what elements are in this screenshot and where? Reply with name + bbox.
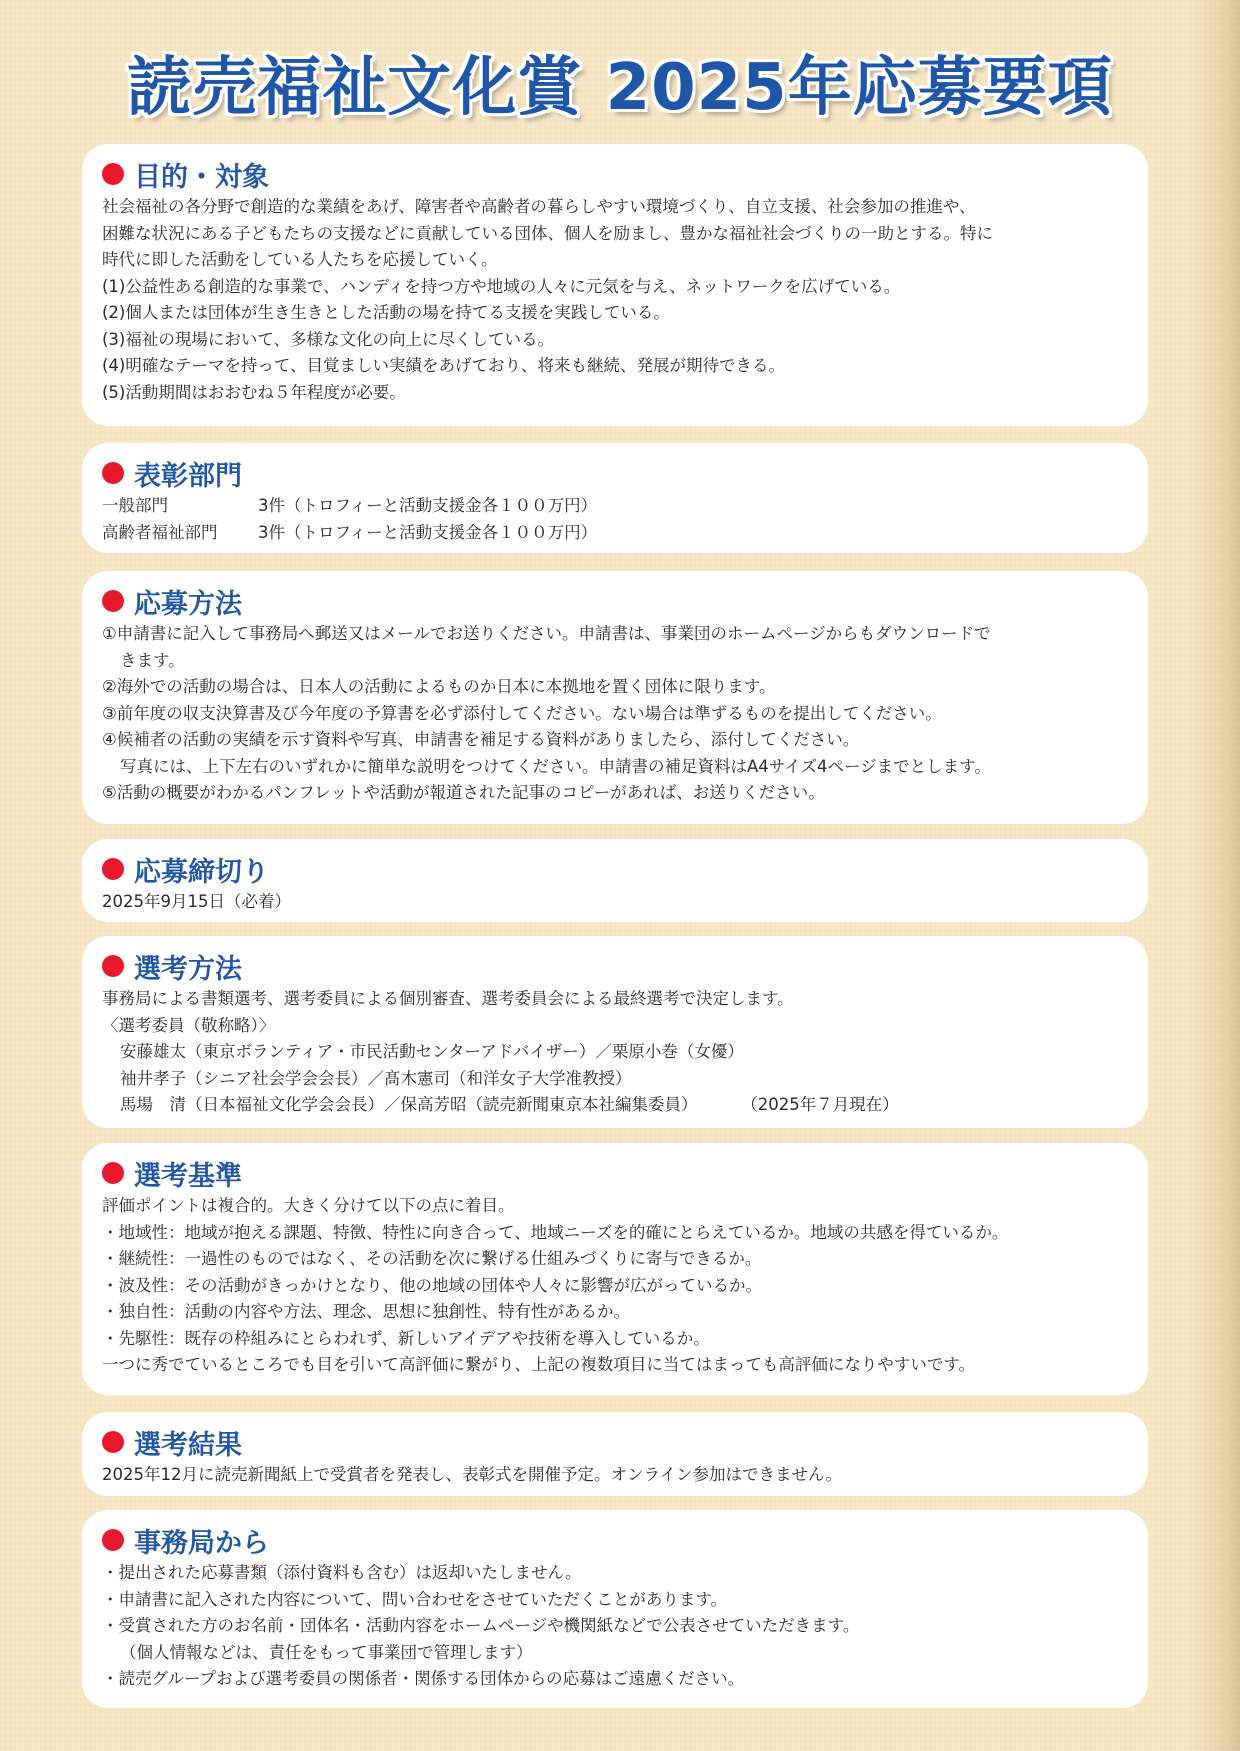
note-item: ・読売グループおよび選考委員の関係者・関係する団体からの応募はご遠慮ください。 — [102, 1669, 745, 1688]
section-heading: 選考基準 — [134, 1160, 242, 1192]
red-bullet-icon — [102, 590, 124, 612]
red-bullet-icon — [102, 1162, 124, 1184]
criteria-item: ・地域性：地域が抱える課題、特徴、特性に向き合って、地域ニーズを的確にとらえているか。地域の共感を得ているか。 — [102, 1222, 1009, 1242]
list-item: ⑤活動の概要がわかるパンフレットや活動が報道された記事のコピーがあれば、お送りください。 — [102, 783, 825, 802]
committee-member: 馬場 清（日本福祉文化学会会長）／保高芳昭（読売新聞東京本社編集委員） — [120, 1095, 698, 1114]
award-row — [102, 520, 1130, 547]
section-heading: 応募方法 — [134, 588, 242, 620]
note-item: ・申請書に記入された内容について、問い合わせをさせていただくことがあります。 — [102, 1589, 728, 1609]
section-selection-criteria — [82, 1143, 1148, 1395]
section-header — [102, 946, 1130, 986]
committee-label: 〈選考委員（敬称略）〉 — [102, 1015, 276, 1035]
award-name: 高齢者福祉部門 — [102, 522, 218, 542]
list-item-continuation: きます。 — [120, 650, 185, 670]
criteria-item: ・先駆性：既存の枠組みにとらわれず、新しいアイデアや技術を導入しているか。 — [102, 1328, 710, 1348]
section-header — [102, 1153, 1130, 1193]
criteria-item: ・独自性：活動の内容や方法、理念、思想に独創性、特有性があるか。 — [102, 1302, 630, 1321]
section-deadline — [82, 839, 1148, 922]
note-item-continuation: （個人情報などは、責任をもって事業団で管理します） — [120, 1642, 533, 1662]
section-heading: 表彰部門 — [134, 460, 242, 492]
section-header — [102, 1520, 1130, 1560]
section-selection-method — [82, 936, 1148, 1128]
results-text: 2025年12月に読売新聞紙上で受賞者を発表し、表彰式を開催予定。オンライン参加はできません。 — [102, 1465, 842, 1484]
list-item: ③前年度の収支決算書及び今年度の予算書を必ず添付してください。ない場合は準ずるものを提出してください。 — [102, 703, 942, 723]
section-body — [102, 1193, 1130, 1379]
list-item: ②海外での活動の場合は、日本人の活動によるものか日本に本拠地を置く団体に限ります。 — [102, 677, 776, 696]
committee-member: 袖井孝子（シニア社会学会会長）／髙木憲司（和洋女子大学准教授） — [120, 1068, 632, 1088]
award-row — [102, 493, 1130, 520]
text-line: 社会福祉の各分野で創造的な業績をあげ、障害者や高齢者の暮らしやすい環境づくり、自立支援、社会参加の推進や、 — [102, 197, 976, 216]
list-item: (3)福祉の現場において、多様な文化の向上に尽くしている。 — [102, 329, 555, 349]
text-line: 事務局による書類選考、選考委員による個別審査、選考委員会による最終選考で決定します。 — [102, 989, 794, 1008]
section-header — [102, 849, 1130, 889]
as-of-date: （2025年７月現在） — [749, 1095, 899, 1114]
award-value: 3件（トロフィーと活動支援金各１００万円） — [258, 522, 598, 542]
list-item: (5)活動期間はおおむね５年程度が必要。 — [102, 382, 406, 402]
section-purpose — [82, 144, 1148, 426]
red-bullet-icon — [102, 858, 124, 880]
section-header — [102, 581, 1130, 621]
red-bullet-icon — [102, 462, 124, 484]
section-heading: 選考結果 — [134, 1429, 242, 1461]
section-header — [102, 1422, 1130, 1462]
text-line: 困難な状況にある子どもたちの支援などに貢献している団体、個人を励まし、豊かな福祉社会づくりの一助とする。特に — [102, 223, 993, 243]
section-how-to-apply — [82, 571, 1148, 824]
section-heading: 選考方法 — [134, 953, 242, 985]
list-item: (2)個人または団体が生き生きとした活動の場を持てる支援を実践している。 — [102, 303, 670, 322]
section-body — [102, 194, 1130, 406]
red-bullet-icon — [102, 163, 124, 185]
list-item-continuation: 写真には、上下左右のいずれかに簡単な説明をつけてください。申請書の補足資料はA4サイズ4ページまでとします。 — [120, 756, 991, 776]
criteria-item: ・継続性：一過性のものではなく、その活動を次に繋げる仕組みづくりに寄与できるか。 — [102, 1249, 762, 1268]
page-title: 読売福祉文化賞 2025年応募要項 — [127, 51, 1113, 125]
deadline-text: 2025年9月15日（必着） — [102, 892, 291, 911]
award-name: 一般部門 — [102, 496, 168, 515]
list-item: ①申請書に記入して事務局へ郵送又はメールでお送りください。申請書は、事業団のホームページからもダウンロードで — [102, 624, 991, 643]
red-bullet-icon — [102, 1529, 124, 1551]
award-value: 3件（トロフィーと活動支援金各１００万円） — [258, 496, 598, 515]
section-body — [102, 986, 1130, 1119]
list-item: (4)明確なテーマを持って、目覚ましい実績をあげており、将来も継続、発展が期待できる。 — [102, 356, 786, 375]
section-body — [102, 621, 1130, 807]
criteria-item: ・波及性：その活動がきっかけとなり、他の地域の団体や人々に影響が広がっているか。 — [102, 1275, 762, 1295]
section-heading: 目的・対象 — [134, 161, 269, 193]
text-line: 一つに秀でているところでも目を引いて高評価に繋がり、上記の複数項目に当てはまっても高評価になりやすいです。 — [102, 1355, 976, 1374]
note-item: ・受賞された方のお名前・団体名・活動内容をホームページや機関紙などで公表させていただきます。 — [102, 1616, 860, 1635]
red-bullet-icon — [102, 1431, 124, 1453]
committee-member-row — [102, 1092, 1130, 1119]
section-body — [102, 1560, 1130, 1693]
committee-member: 安藤雄太（東京ボランティア・市民活動センターアドバイザー）／栗原小巻（女優） — [120, 1042, 744, 1061]
section-heading: 事務局から — [134, 1527, 269, 1559]
section-award-categories — [82, 443, 1148, 553]
list-item: (1)公益性ある創造的な事業で、ハンディを持つ方や地域の人々に元気を与え、ネットワークを広げている。 — [102, 276, 901, 296]
text-line: 評価ポイントは複合的。大きく分けて以下の点に着目。 — [102, 1196, 515, 1215]
note-item: ・提出された応募書類（添付資料も含む）は返却いたしません。 — [102, 1563, 582, 1582]
section-header — [102, 154, 1130, 194]
section-body — [102, 493, 1130, 546]
page-spine-shadow — [1188, 0, 1240, 1751]
red-bullet-icon — [102, 955, 124, 977]
section-heading: 応募締切り — [134, 856, 269, 888]
list-item: ④候補者の活動の実績を示す資料や写真、申請書を補足する資料がありましたら、添付してください。 — [102, 730, 860, 749]
section-header — [102, 453, 1130, 493]
section-results — [82, 1412, 1148, 1496]
section-secretariat-notes — [82, 1510, 1148, 1708]
text-line: 時代に即した活動をしている人たちを応援していく。 — [102, 250, 498, 269]
